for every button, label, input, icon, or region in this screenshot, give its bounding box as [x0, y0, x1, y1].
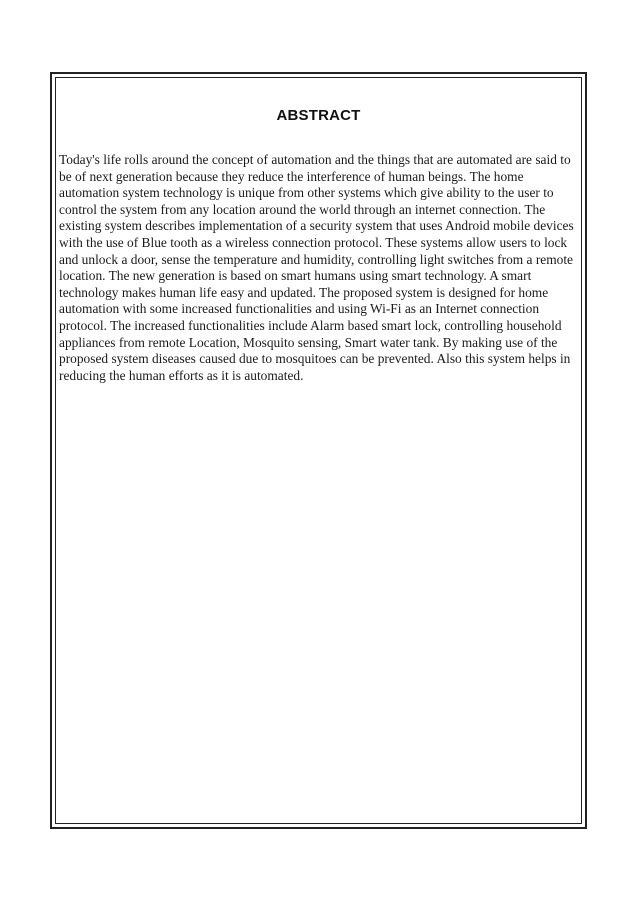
page-border	[50, 72, 587, 829]
abstract-heading: ABSTRACT	[276, 107, 361, 124]
abstract-paragraph: Today's life rolls around the concept of automation and the things that are automated are said to be of next generation because they reduce the interference of human beings. The home automation system technology is unique from other systems which give ability to the user to control the system from any location around the world through an internet connection. The existing system describes implementation of a security system that uses Android mobile devices with the use of Blue tooth as a wireless connection protocol. These systems allow users to lock and unlock a door, sense the temperature and humidity, controlling light switches from a remote location. The new generation is based on smart humans using smart technology. A smart technology makes human life easy and updated. The proposed system is designed for home automation with some increased functionalities and using Wi-Fi as an Internet connection protocol. The increased functionalities include Alarm based smart lock, controlling household appliances from remote Location, Mosquito sensing, Smart water tank. By making use of the proposed system diseases caused due to mosquitoes can be prevented. Also this system helps in reducing the human efforts as it is automated.	[59, 152, 574, 383]
